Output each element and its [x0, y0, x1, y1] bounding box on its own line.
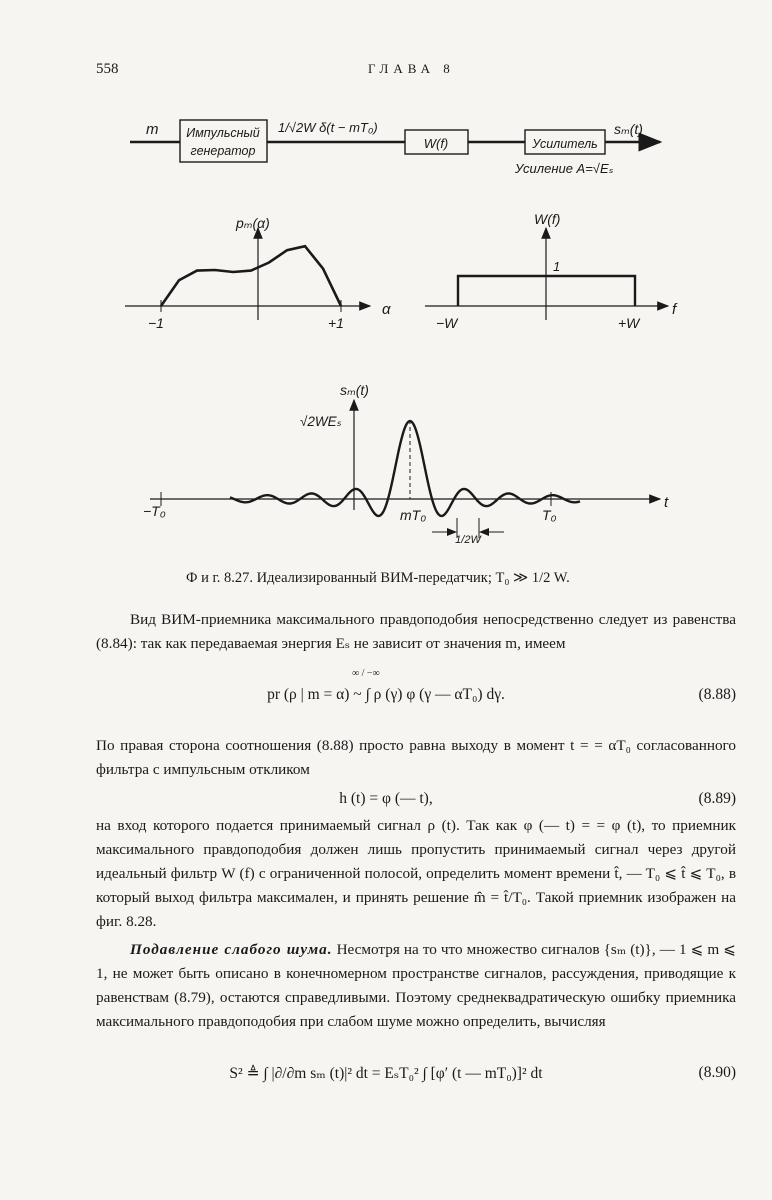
output-label: sₘ(t) — [614, 121, 643, 137]
filter-level-label: 1 — [553, 259, 561, 274]
filter-xlabel: f — [672, 301, 677, 318]
signal-peak-label: √2WEₛ — [300, 414, 342, 429]
pdf-tick-right-label: +1 — [328, 315, 344, 331]
filter-tick-right-label: +W — [618, 315, 640, 331]
signal-spacing-label: 1/2W — [455, 534, 481, 546]
pdf-xlabel: α — [382, 301, 391, 318]
equation-8-89 — [96, 786, 736, 816]
equation-8-90 — [96, 1060, 736, 1090]
input-label: m — [146, 121, 159, 138]
figure-8-27 — [0, 0, 772, 560]
paragraph-1: Вид ВИМ-приемника максимального правдоподобия непосредственно следует из равенства (8.84): так как передаваемая энергия Eₛ не зависит от значения m, имеем — [96, 611, 736, 652]
generator-label-2: генератор — [190, 144, 256, 158]
pdf-plot — [125, 215, 391, 331]
impulse-label: 1/√2W δ(t − mT₀) — [278, 120, 378, 135]
figure-caption: Ф и г. 8.27. Идеализированный ВИМ-передатчик; T₀ ≫ 1/2 W. — [186, 570, 570, 586]
filter-tick-left-label: −W — [436, 315, 458, 331]
page-number: 558 — [96, 61, 119, 77]
section-heading: Подавление слабого шума. — [130, 941, 333, 958]
signal-tick-left-label: −T₀ — [143, 503, 166, 519]
running-head: ГЛАВА 8 — [368, 61, 455, 76]
pdf-curve — [161, 246, 341, 306]
paragraph-2: По правая сторона соотношения (8.88) просто равна выходу в момент t = = αT₀ согласованного фильтра с импульсным откликом — [96, 737, 736, 778]
signal-curve — [230, 421, 580, 516]
equation-8-88-number: (8.88) — [698, 686, 736, 703]
signal-tick-right-label: T₀ — [542, 507, 557, 523]
equation-8-90-number: (8.90) — [698, 1064, 736, 1081]
paragraph-4: Подавление слабого шума. Несмотря на то что множество сигналов {sₘ (t)}, — 1 ⩽ m ⩽ 1, не может быть описано в конечномерном пространстве сигналов, рассуждения, приводящие к равенствам (8.79), остаются справедливыми. Поэтому среднеквадратическую ошибку приемника максимального правдоподобия при слабом шуме можно определить, вычисляя — [96, 941, 737, 1030]
pdf-tick-left-label: −1 — [148, 315, 164, 331]
equation-8-88-body: pr (ρ | m = α) ~ ∫ ρ (γ) φ (γ — αT₀) dγ. — [267, 686, 505, 703]
generator-label-1: Импульсный — [186, 126, 260, 140]
equation-8-88 — [96, 682, 736, 712]
signal-plot — [143, 382, 669, 546]
signal-tick-center-label: mT₀ — [400, 507, 427, 523]
equation-8-89-number: (8.89) — [698, 790, 736, 807]
pdf-ylabel: pₘ(α) — [236, 215, 270, 231]
signal-ylabel: sₘ(t) — [340, 382, 369, 398]
gain-label: Усиление A=√Eₛ — [515, 161, 614, 176]
paragraph-3: на вход которого подается принимаемый сигнал ρ (t). Так как φ (— t) = = φ (t), то приемник максимального правдоподобия должен лишь пропустить принимаемый сигнал через другой идеальный фильтр W (f) с ограниченной полосой, определить момент времени t̂, — T₀ ⩽ t̂ ⩽ T₀, в который выход фильтра максимален, и принять решение m̂ = t̂/T₀. Такой приемник изображен на фиг. 8.28. — [96, 817, 736, 930]
filter-plot — [425, 211, 678, 331]
filter-label: W(f) — [423, 136, 449, 151]
equation-8-89-body: h (t) = φ (— t), — [339, 790, 433, 807]
equation-8-88-limits: ∞ / −∞ — [352, 668, 380, 679]
filter-ylabel: W(f) — [534, 211, 561, 227]
equation-8-90-body: S² ≜ ∫ |∂/∂m sₘ (t)|² dt = EₛT₀² ∫ [φ′ (t — mT₀)]² dt — [229, 1065, 543, 1082]
signal-xlabel: t — [664, 494, 669, 511]
amplifier-label: Усилитель — [532, 137, 598, 151]
